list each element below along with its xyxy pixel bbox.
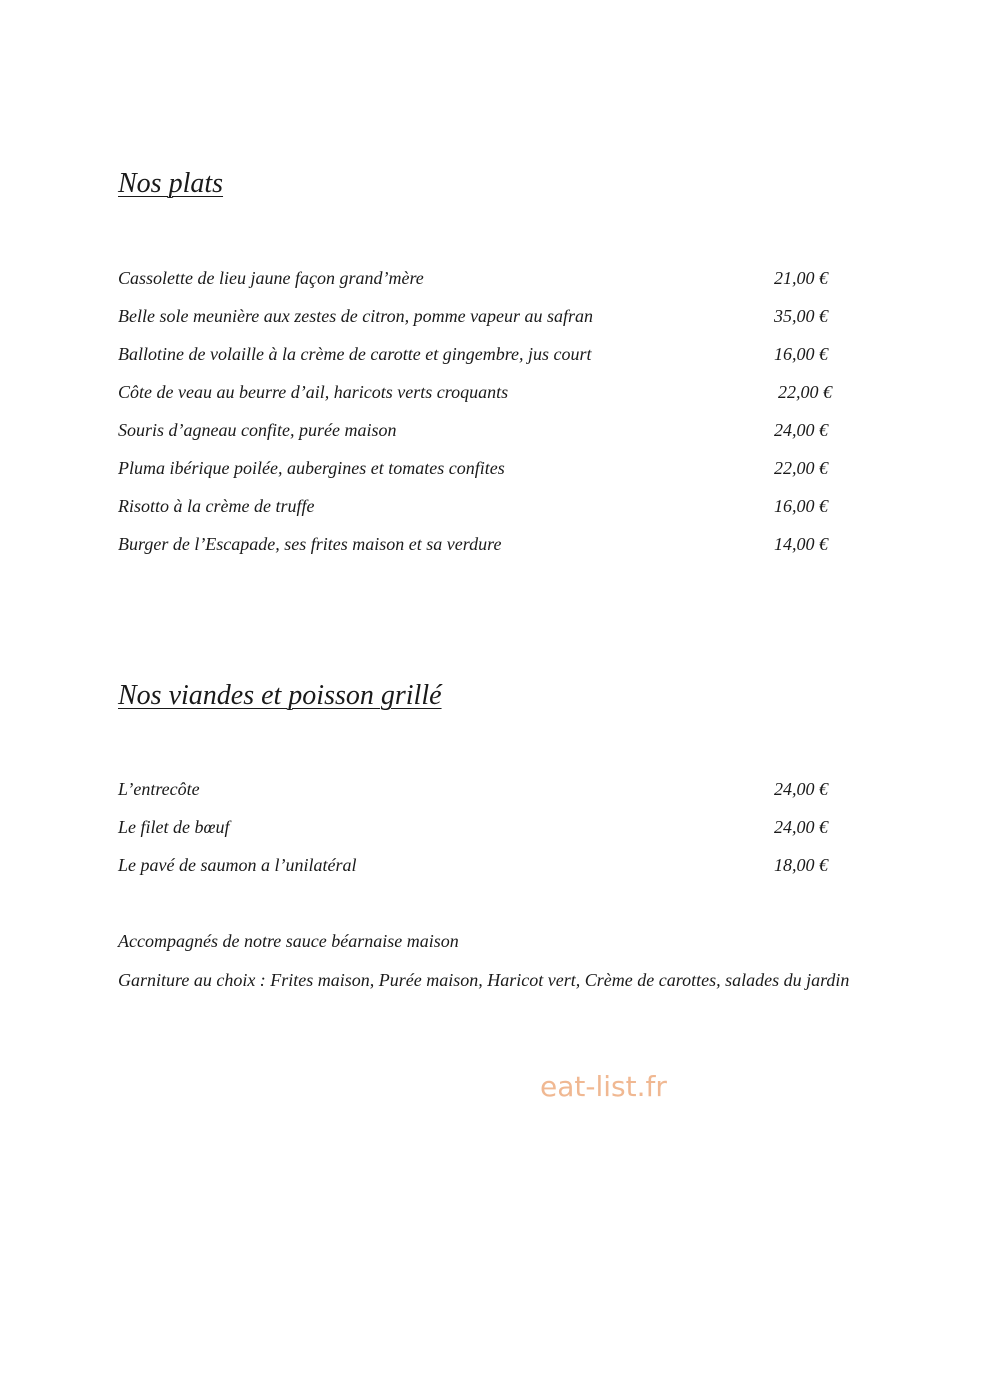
menu-item bbox=[118, 344, 828, 382]
menu-item-price: 16,00 € bbox=[774, 344, 828, 364]
menu-item-price: 16,00 € bbox=[774, 496, 828, 516]
menu-item bbox=[118, 817, 828, 855]
section-title-nos-plats: Nos plats bbox=[118, 168, 224, 199]
watermark: eat-list.fr bbox=[540, 1070, 667, 1103]
menu-item-price: 24,00 € bbox=[774, 779, 828, 799]
menu-item-price: 24,00 € bbox=[774, 817, 828, 837]
menu-item-price: 21,00 € bbox=[774, 268, 828, 288]
sauce-note: Accompagnés de notre sauce béarnaise maison bbox=[118, 931, 459, 951]
menu-item-price: 22,00 € bbox=[778, 382, 832, 402]
menu-item-price: 18,00 € bbox=[774, 855, 828, 875]
menu-item-name: Côte de veau au beurre d’ail, haricots verts croquants bbox=[118, 382, 509, 402]
menu-item-name: Belle sole meunière aux zestes de citron, pomme vapeur au safran bbox=[118, 306, 594, 326]
menu-list-nos-viandes bbox=[118, 779, 828, 893]
menu-item-name: Ballotine de volaille à la crème de carotte et gingembre, jus court bbox=[118, 344, 592, 364]
menu-item-price: 24,00 € bbox=[774, 420, 828, 440]
menu-item bbox=[118, 458, 828, 496]
menu-item bbox=[118, 855, 828, 893]
garniture-note: Garniture au choix : Frites maison, Purée maison, Haricot vert, Crème de carottes, salades du jardin bbox=[118, 970, 850, 990]
menu-list-nos-plats bbox=[118, 268, 832, 572]
menu-item bbox=[118, 382, 832, 420]
menu-item-name: Risotto à la crème de truffe bbox=[118, 496, 315, 516]
menu-item-price: 22,00 € bbox=[774, 458, 828, 478]
menu-item-name: Le filet de bœuf bbox=[118, 817, 230, 837]
menu-item bbox=[118, 306, 828, 344]
menu-item-name: Pluma ibérique poilée, aubergines et tomates confites bbox=[118, 458, 505, 478]
menu-item-name: Cassolette de lieu jaune façon grand’mère bbox=[118, 268, 424, 288]
menu-item-name: Le pavé de saumon a l’unilatéral bbox=[118, 855, 357, 875]
menu-item-price: 35,00 € bbox=[774, 306, 828, 326]
section-title-nos-viandes: Nos viandes et poisson grillé bbox=[118, 680, 442, 711]
menu-item bbox=[118, 420, 828, 458]
menu-item bbox=[118, 779, 828, 817]
menu-item-name: Burger de l’Escapade, ses frites maison et sa verdure bbox=[118, 534, 502, 554]
menu-item-price: 14,00 € bbox=[774, 534, 828, 554]
menu-item-name: L’entrecôte bbox=[118, 779, 200, 799]
menu-item bbox=[118, 496, 828, 534]
menu-item bbox=[118, 534, 828, 572]
menu-item bbox=[118, 268, 828, 306]
menu-item-name: Souris d’agneau confite, purée maison bbox=[118, 420, 397, 440]
